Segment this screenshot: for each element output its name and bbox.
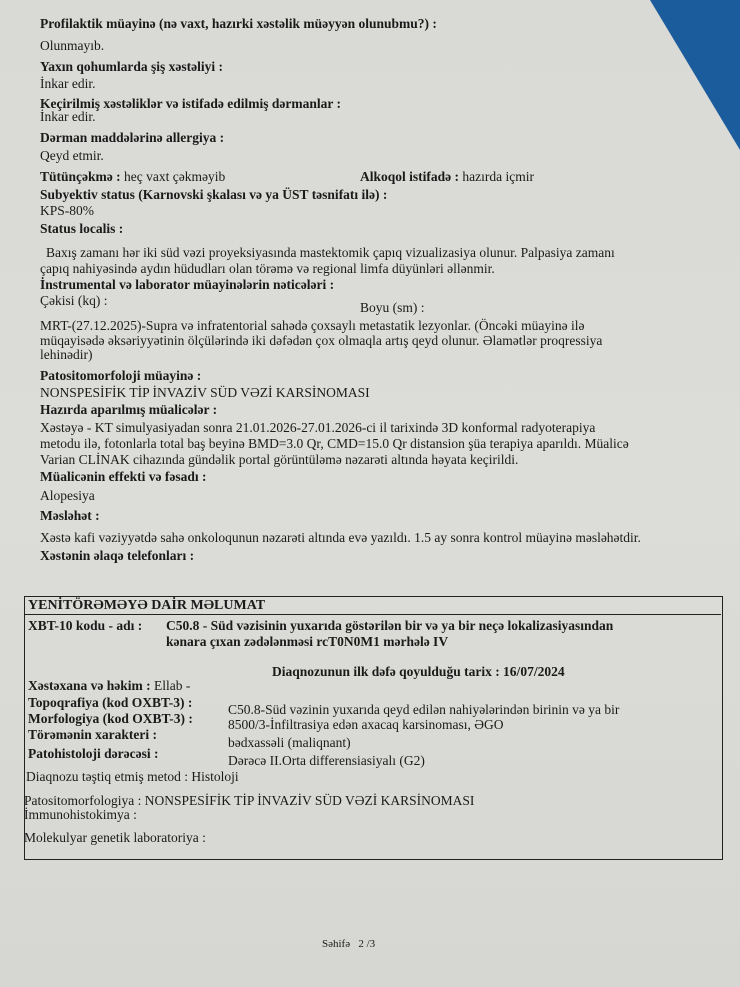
- value-past-diseases: İnkar edir.: [40, 109, 96, 124]
- immunohistochemistry: İmmunohistokimya :: [24, 807, 137, 822]
- alcohol-label: Alkoqol istifadə :: [360, 169, 460, 184]
- diagnosis-method: Diaqnozu təştiq etmiş metod : Histoloji: [26, 769, 239, 784]
- mri-line: MRT-(27.12.2025)-Supra və infratentorial sahədə çoxsaylı metastatik lezyonlar. (Öncəki müayinə ilə: [40, 318, 585, 333]
- label-pathocyto: Patositomorfoloji müayinə :: [40, 368, 202, 383]
- value-family-tumor: İnkar edir.: [40, 76, 96, 91]
- diagnosis-date: Diaqnozunun ilk dəfə qoyulduğu tarix : 16/07/2024: [272, 664, 565, 679]
- mri-line: lehinədir): [40, 347, 93, 362]
- page-number: Səhifə 2 /3: [322, 938, 376, 950]
- character-value: bədxassəli (maliqnant): [228, 735, 351, 750]
- status-localis-line: Baxış zamanı hər iki süd vəzi proyeksiyasında mastektomik çapıq vizualizasiya olunur. Palpasiya zamanı: [46, 245, 615, 260]
- smoking: [40, 169, 225, 185]
- label-advice: Məsləhət :: [40, 508, 100, 523]
- neoplasm-title: YENİTÖRƏMƏYƏ DAİR MƏLUMAT: [28, 598, 266, 613]
- label-prophylactic: Profilaktik müayinə (nə vaxt, hazırki xəstəlik müəyyən olunubmu?) :: [40, 16, 437, 31]
- morph-value: 8500/3-İnfiltrasiya edən axacaq karsinoması, ƏGO: [228, 717, 504, 732]
- mri-line: müqayisədə əksəriyyətinin ölçülərində iki dəfədən çox olmaqla artış qeyd olunur. Əlamətlər proqressiya: [40, 333, 603, 348]
- grade-label: Patohistoloji dərəcəsi :: [28, 746, 159, 761]
- smoking-value: heç vaxt çəkməyib: [124, 169, 226, 184]
- alcohol: [360, 169, 534, 185]
- label-effect: Müalicənin effekti və fəsadı :: [40, 469, 207, 484]
- label-treatment: Hazırda aparılmış müalicələr :: [40, 402, 218, 417]
- label-allergy: Dərman maddələrinə allergiya :: [40, 130, 225, 145]
- hospital-value: Ellab -: [153, 678, 191, 693]
- treatment-line: Xəstəyə - KT simulyasiyadan sonra 21.01.2026-27.01.2026-ci il tarixində 3D konformal radyoterapiya: [40, 420, 596, 435]
- value-effect: Alopesiya: [40, 488, 95, 503]
- topo-value: C50.8-Süd vəzinin yuxarıda qeyd edilən nahiyələrindən birinin və ya bir: [228, 702, 620, 717]
- grade-value: Dərəcə II.Orta differensiasiyalı (G2): [228, 753, 425, 768]
- label-past-diseases: Keçirilmiş xəstəliklər və istifadə edilmiş dərmanlar :: [40, 96, 341, 111]
- alcohol-value: hazırda içmir: [462, 169, 534, 184]
- icd-line: kənara çıxan zədələnməsi rcT0N0M1 mərhələ IV: [166, 634, 449, 649]
- smoking-label: Tütünçəkmə :: [40, 169, 121, 184]
- icd-label: XBT-10 kodu - adı :: [28, 618, 143, 633]
- height-label: Boyu (sm) :: [360, 300, 425, 315]
- topo-label: Topoqrafiya (kod OXBT-3) :: [28, 695, 193, 710]
- blue-folder-corner: [650, 0, 740, 150]
- value-allergy: Qeyd etmir.: [40, 148, 104, 163]
- morph-label: Morfologiya (kod OXBT-3) :: [28, 711, 193, 726]
- pathomorphology: Patositomorfologiya : NONSPESİFİK TİP İNVAZİV SÜD VƏZİ KARSİNOMASI: [24, 793, 475, 808]
- label-family-tumor: Yaxın qohumlarda şiş xəstəliyi :: [40, 59, 224, 74]
- character-label: Törəmənin xarakteri :: [28, 727, 157, 742]
- status-localis-line: çapıq nahiyəsində aydın hüdudları olan törəmə və regional limfa düyünləri əllənmir.: [40, 261, 495, 276]
- value-subjective: KPS-80%: [40, 203, 95, 218]
- label-status-localis: Status localis :: [40, 221, 124, 236]
- label-instrumental: İnstrumental və laborator müayinələrin nəticələri :: [40, 277, 335, 292]
- label-subjective: Subyektiv status (Karnovski şkalası və ya ÜST təsnifatı ilə) :: [40, 187, 388, 202]
- value-pathocyto: NONSPESİFİK TİP İNVAZİV SÜD VƏZİ KARSİNOMASI: [40, 385, 370, 400]
- treatment-line: Varian CLİNAK cihazında gündəlik portal görüntüləmə nəzarəti altında həyata keçirildi.: [40, 452, 519, 467]
- icd-line: C50.8 - Süd vəzisinin yuxarıda göstərilən bir və ya bir neçə lokalizasiyasından: [166, 618, 614, 633]
- value-advice: Xəstə kafi vəziyyətdə sahə onkoloqunun nəzarəti altında evə yazıldı. 1.5 ay sonra kontrol müayinə məsləhətdir.: [40, 530, 641, 545]
- treatment-line: metodu ilə, fotonlarla total baş beyinə BMD=3.0 Qr, CMD=15.0 Qr distansion şüa terapiya aparıldı. Müalicə: [40, 436, 629, 451]
- value-prophylactic: Olunmayıb.: [40, 38, 105, 53]
- hospital-label: Xəstəxana və həkim :: [28, 678, 151, 693]
- weight-label: Çəkisi (kq) :: [40, 293, 108, 308]
- molecular-genetic-lab: Molekulyar genetik laboratoriya :: [24, 830, 206, 845]
- label-phones: Xəstənin əlaqə telefonları :: [40, 548, 195, 563]
